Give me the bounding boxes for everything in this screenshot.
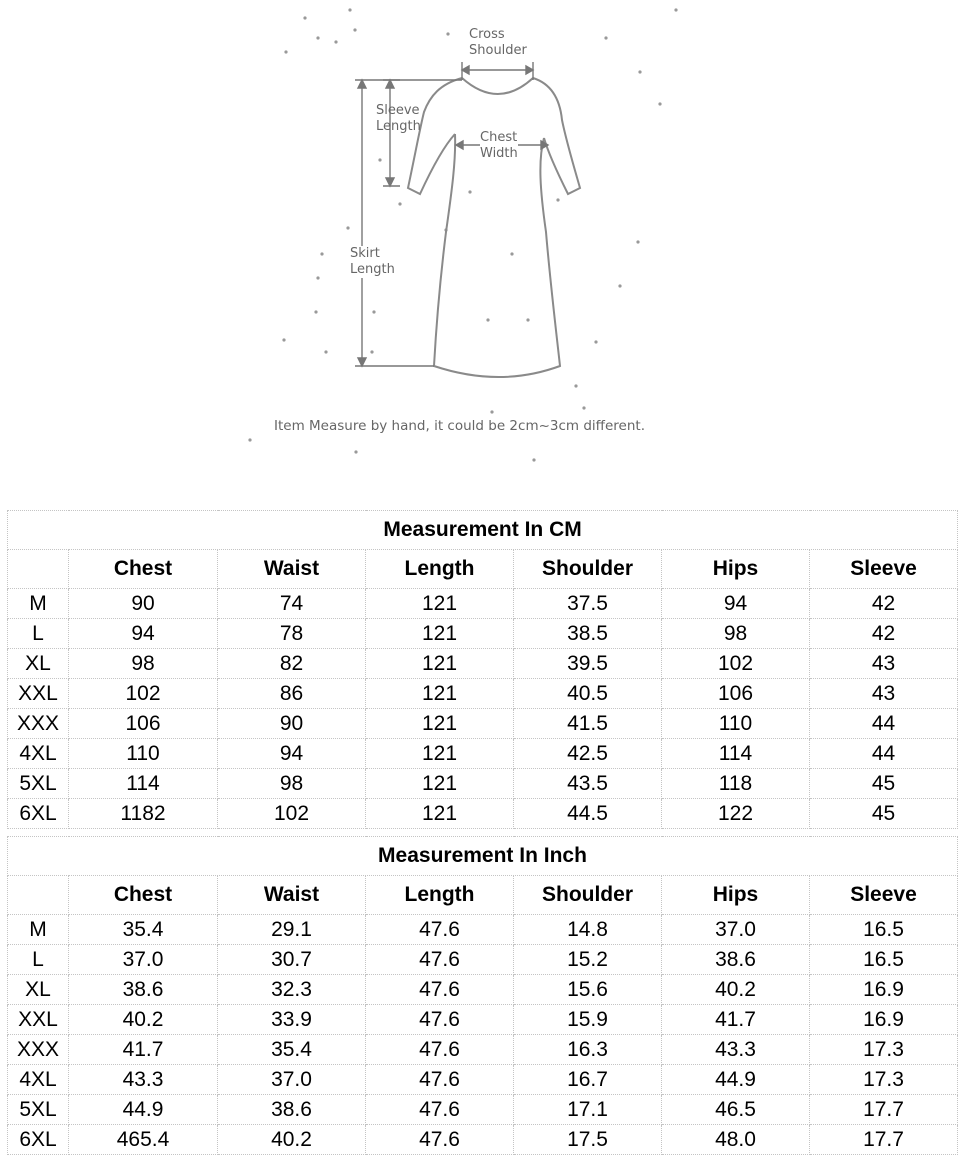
cm-table-cell: 94: [662, 589, 810, 619]
cm-table-cell: 121: [366, 799, 514, 829]
cm-table-cell: 74: [218, 589, 366, 619]
inch-table-cell: 47.6: [366, 1035, 514, 1065]
cm-table-cell: 102: [662, 649, 810, 679]
inch-table-body: [8, 915, 958, 1155]
inch-table-row: [8, 1125, 958, 1155]
inch-table-cell: 38.6: [69, 975, 218, 1005]
inch-table-cell: 16.5: [810, 915, 958, 945]
inch-size-label: XXX: [8, 1035, 69, 1065]
inch-header-cell: Chest: [69, 876, 218, 915]
skirt-length-label-line1: Skirt: [350, 246, 380, 261]
cm-header-cell: Hips: [662, 550, 810, 589]
inch-size-label: 6XL: [8, 1125, 69, 1155]
cm-table-row: [8, 799, 958, 829]
inch-table-cell: 48.0: [662, 1125, 810, 1155]
inch-table-cell: 47.6: [366, 1065, 514, 1095]
inch-size-label: XXL: [8, 1005, 69, 1035]
inch-table-cell: 17.3: [810, 1065, 958, 1095]
cm-header-cell: [8, 550, 69, 589]
inch-table-cell: 29.1: [218, 915, 366, 945]
cm-size-label: XXL: [8, 679, 69, 709]
cm-header-cell: Waist: [218, 550, 366, 589]
inch-table-cell: 43.3: [69, 1065, 218, 1095]
inch-table-cell: 40.2: [69, 1005, 218, 1035]
inch-table-cell: 14.8: [514, 915, 662, 945]
cm-table-cell: 44: [810, 739, 958, 769]
inch-table-cell: 15.6: [514, 975, 662, 1005]
inch-table-cell: 16.7: [514, 1065, 662, 1095]
inch-table-cell: 47.6: [366, 945, 514, 975]
inch-table-cell: 17.7: [810, 1125, 958, 1155]
cm-table-cell: 98: [69, 649, 218, 679]
cm-table-row: [8, 739, 958, 769]
cm-table-cell: 39.5: [514, 649, 662, 679]
cm-size-label: 6XL: [8, 799, 69, 829]
inch-size-label: L: [8, 945, 69, 975]
inch-table-cell: 16.9: [810, 1005, 958, 1035]
cm-table-cell: 114: [69, 769, 218, 799]
cm-size-label: M: [8, 589, 69, 619]
cm-table-cell: 43: [810, 649, 958, 679]
inch-table-cell: 46.5: [662, 1095, 810, 1125]
cm-table-row: [8, 679, 958, 709]
inch-size-label: M: [8, 915, 69, 945]
inch-table-cell: 47.6: [366, 1125, 514, 1155]
inch-table-cell: 33.9: [218, 1005, 366, 1035]
cm-table-cell: 98: [218, 769, 366, 799]
inch-header-row: [8, 876, 958, 915]
dress-measurement-diagram: [0, 0, 962, 500]
inch-table-cell: 30.7: [218, 945, 366, 975]
cm-table-cell: 82: [218, 649, 366, 679]
inch-table-cell: 37.0: [69, 945, 218, 975]
cm-table-cell: 40.5: [514, 679, 662, 709]
inch-table-cell: 44.9: [662, 1065, 810, 1095]
cm-table-cell: 90: [218, 709, 366, 739]
cm-table-cell: 121: [366, 679, 514, 709]
inch-header-cell: Length: [366, 876, 514, 915]
inch-table-row: [8, 975, 958, 1005]
inch-table-row: [8, 945, 958, 975]
cm-table-cell: 1182: [69, 799, 218, 829]
cm-table-cell: 37.5: [514, 589, 662, 619]
cm-table-row: [8, 619, 958, 649]
cm-size-label: XL: [8, 649, 69, 679]
inch-table-cell: 16.9: [810, 975, 958, 1005]
cm-table-row: [8, 589, 958, 619]
cm-table-cell: 38.5: [514, 619, 662, 649]
cm-table-cell: 102: [69, 679, 218, 709]
inch-size-label: XL: [8, 975, 69, 1005]
inch-table-cell: 47.6: [366, 915, 514, 945]
inch-table-cell: 465.4: [69, 1125, 218, 1155]
cm-table-cell: 110: [662, 709, 810, 739]
background-dots: [248, 8, 677, 461]
sleeve-length-label-line2: Length: [376, 119, 421, 134]
cm-table-body: [8, 589, 958, 829]
cm-header-row: [8, 550, 958, 589]
chest-width-label: [480, 130, 518, 162]
cross-shoulder-label-line1: Cross: [469, 27, 505, 42]
cm-table-cell: 44.5: [514, 799, 662, 829]
cm-table-cell: 42: [810, 589, 958, 619]
inch-table-cell: 16.3: [514, 1035, 662, 1065]
inch-table-cell: 16.5: [810, 945, 958, 975]
inch-table-row: [8, 915, 958, 945]
dress-shape: [408, 78, 580, 377]
cm-table-row: [8, 649, 958, 679]
cm-table-cell: 102: [218, 799, 366, 829]
cross-shoulder-label: [469, 27, 527, 59]
inch-header-cell: Sleeve: [810, 876, 958, 915]
cm-table-cell: 114: [662, 739, 810, 769]
cm-header-cell: Sleeve: [810, 550, 958, 589]
chest-width-label-line1: Chest: [480, 130, 518, 145]
cm-table-cell: 122: [662, 799, 810, 829]
cm-size-label: 5XL: [8, 769, 69, 799]
inch-table-cell: 37.0: [662, 915, 810, 945]
inch-header-cell: Shoulder: [514, 876, 662, 915]
inch-table-cell: 37.0: [218, 1065, 366, 1095]
inch-table-cell: 40.2: [662, 975, 810, 1005]
sleeve-length-label: [376, 103, 421, 135]
cm-table-cell: 106: [69, 709, 218, 739]
cm-table-cell: 121: [366, 739, 514, 769]
inch-table-row: [8, 1035, 958, 1065]
cm-table-cell: 121: [366, 769, 514, 799]
inch-table-row: [8, 1005, 958, 1035]
cm-table-cell: 78: [218, 619, 366, 649]
cm-table-cell: 45: [810, 799, 958, 829]
inch-table-cell: 32.3: [218, 975, 366, 1005]
sleeve-length-label-line1: Sleeve: [376, 103, 420, 118]
cm-table-cell: 94: [218, 739, 366, 769]
cm-table-cell: 45: [810, 769, 958, 799]
inch-table-title: Measurement In Inch: [8, 837, 958, 876]
cm-table-cell: 121: [366, 619, 514, 649]
cm-table-cell: 121: [366, 649, 514, 679]
inch-table-cell: 15.2: [514, 945, 662, 975]
cm-table-row: [8, 709, 958, 739]
cm-table-cell: 118: [662, 769, 810, 799]
inch-table-row: [8, 1065, 958, 1095]
inch-table-cell: 38.6: [218, 1095, 366, 1125]
cm-table-cell: 86: [218, 679, 366, 709]
cm-table-cell: 98: [662, 619, 810, 649]
cm-size-label: 4XL: [8, 739, 69, 769]
inch-size-label: 5XL: [8, 1095, 69, 1125]
cm-table-cell: 121: [366, 709, 514, 739]
cm-table-title: Measurement In CM: [8, 511, 958, 550]
cm-size-label: L: [8, 619, 69, 649]
cm-size-label: XXX: [8, 709, 69, 739]
cm-table-cell: 43.5: [514, 769, 662, 799]
cm-size-table: [7, 510, 958, 829]
cm-table-cell: 43: [810, 679, 958, 709]
cm-table-cell: 42: [810, 619, 958, 649]
skirt-length-label: [350, 246, 395, 278]
cross-shoulder-label-line2: Shoulder: [469, 43, 527, 58]
cm-table-row: [8, 769, 958, 799]
cm-table-cell: 110: [69, 739, 218, 769]
cm-table-cell: 94: [69, 619, 218, 649]
cm-table-cell: 106: [662, 679, 810, 709]
inch-table-cell: 47.6: [366, 1005, 514, 1035]
cm-table-cell: 90: [69, 589, 218, 619]
cm-table-cell: 41.5: [514, 709, 662, 739]
inch-size-label: 4XL: [8, 1065, 69, 1095]
skirt-length-label-line2: Length: [350, 262, 395, 277]
inch-header-cell: Hips: [662, 876, 810, 915]
cm-header-cell: Length: [366, 550, 514, 589]
cm-table-cell: 121: [366, 589, 514, 619]
cm-table-cell: 42.5: [514, 739, 662, 769]
inch-table-cell: 47.6: [366, 975, 514, 1005]
inch-table-cell: 44.9: [69, 1095, 218, 1125]
inch-table-row: [8, 1095, 958, 1125]
inch-table-cell: 41.7: [69, 1035, 218, 1065]
inch-table-cell: 35.4: [218, 1035, 366, 1065]
cm-table-cell: 44: [810, 709, 958, 739]
inch-size-table: [7, 836, 958, 1155]
cm-header-cell: Chest: [69, 550, 218, 589]
inch-header-cell: Waist: [218, 876, 366, 915]
inch-table-cell: 17.1: [514, 1095, 662, 1125]
cm-header-cell: Shoulder: [514, 550, 662, 589]
chest-width-label-line2: Width: [480, 146, 518, 161]
measure-disclaimer-note: Item Measure by hand, it could be 2cm~3cm different.: [274, 418, 645, 434]
inch-table-cell: 40.2: [218, 1125, 366, 1155]
inch-table-cell: 41.7: [662, 1005, 810, 1035]
inch-table-cell: 17.7: [810, 1095, 958, 1125]
inch-table-cell: 17.3: [810, 1035, 958, 1065]
inch-table-cell: 15.9: [514, 1005, 662, 1035]
inch-table-cell: 35.4: [69, 915, 218, 945]
inch-table-cell: 17.5: [514, 1125, 662, 1155]
inch-table-cell: 38.6: [662, 945, 810, 975]
inch-table-cell: 47.6: [366, 1095, 514, 1125]
inch-table-cell: 43.3: [662, 1035, 810, 1065]
inch-header-cell: [8, 876, 69, 915]
